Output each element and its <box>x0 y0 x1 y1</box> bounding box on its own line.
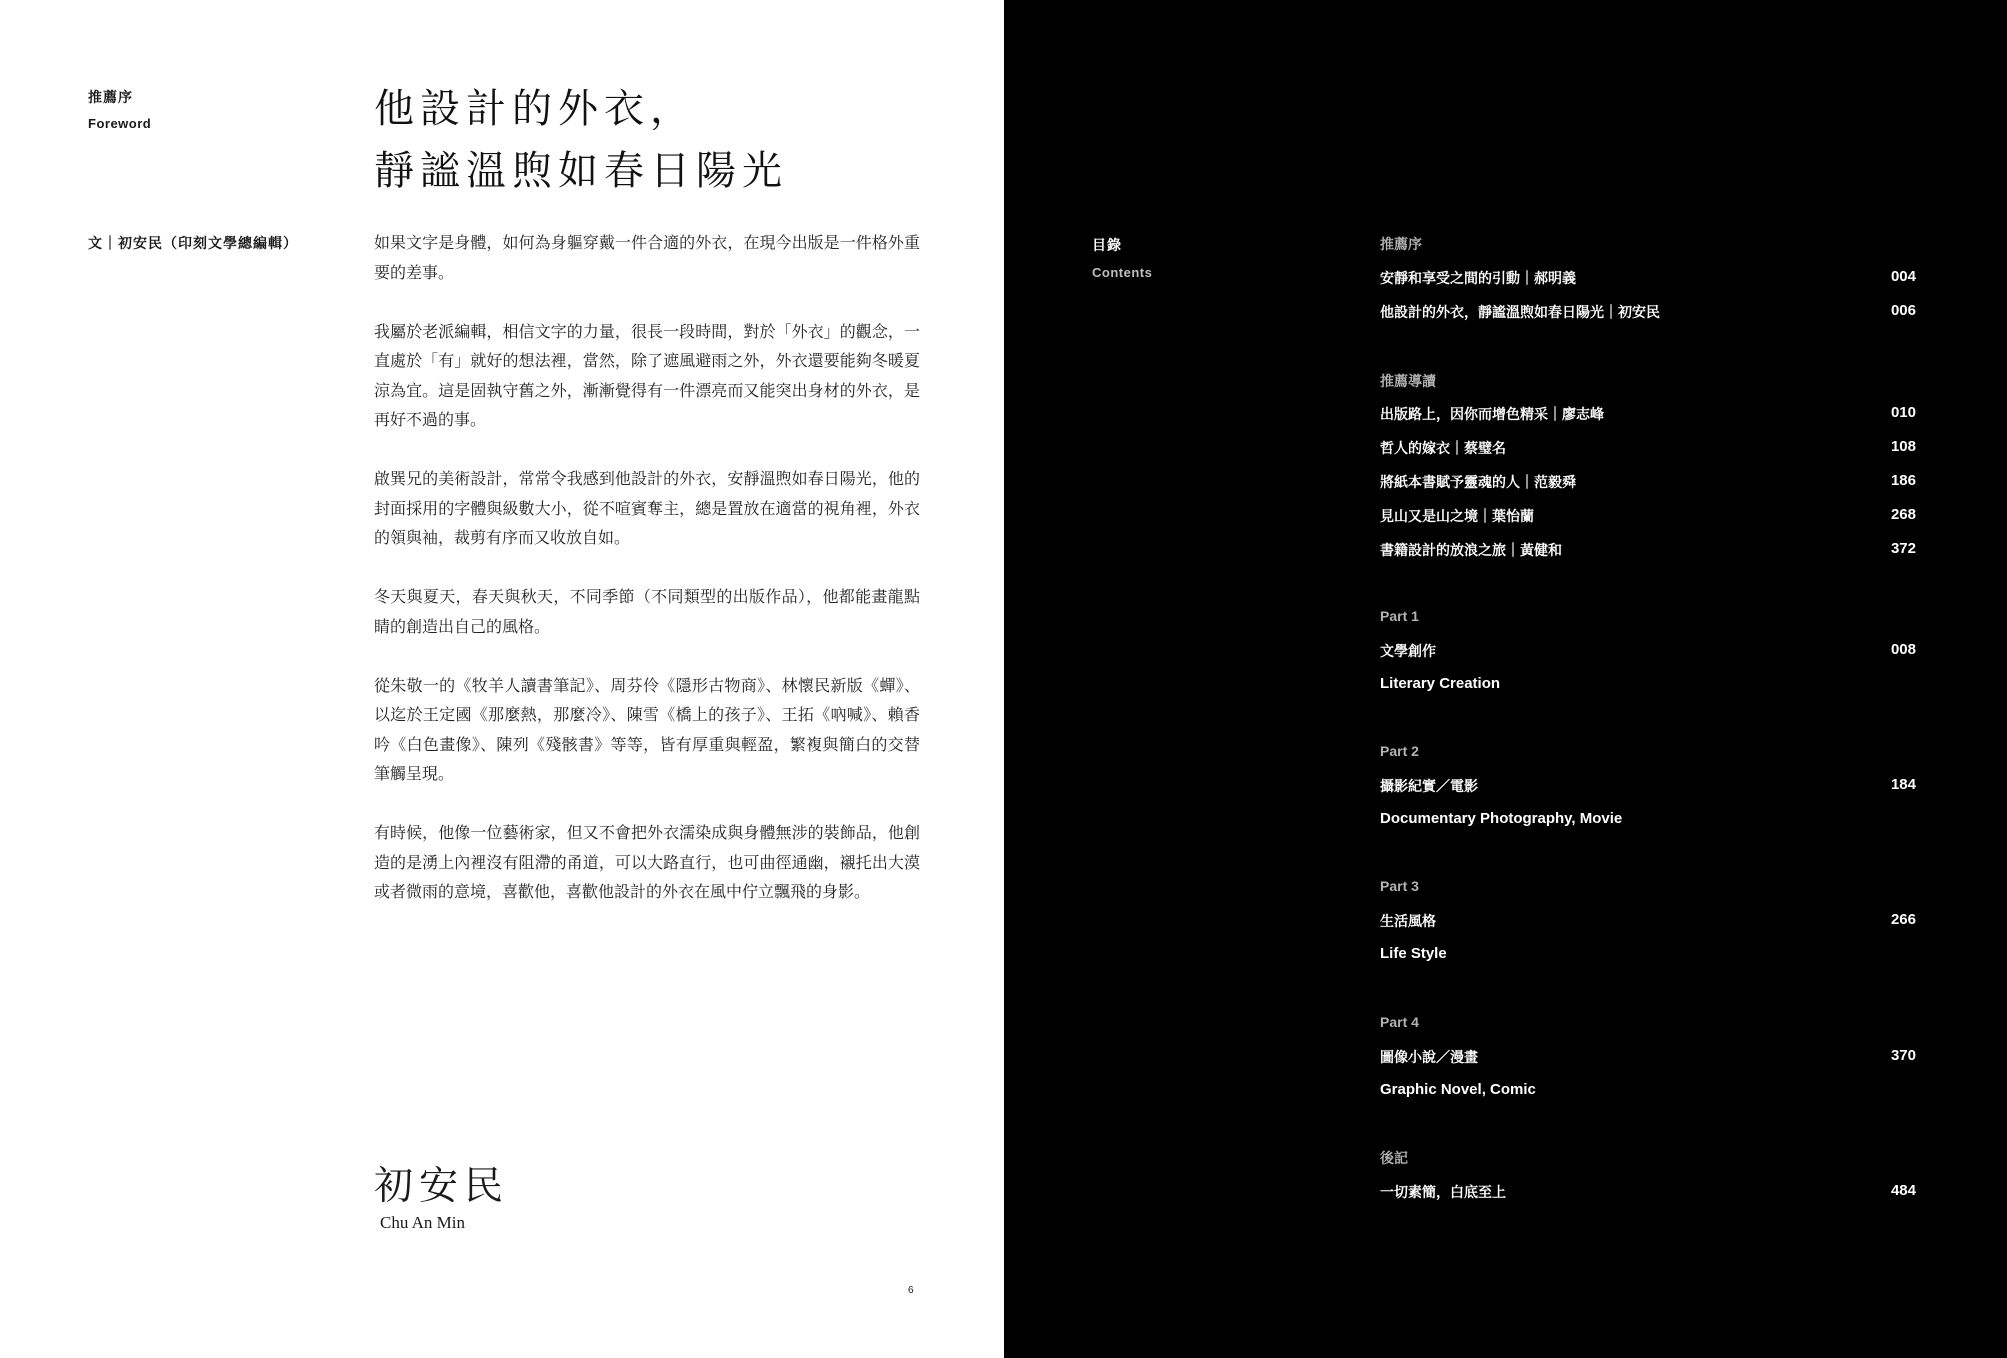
signature-name-en: Chu An Min <box>380 1213 466 1232</box>
toc-entry-page: 010 <box>1890 404 1916 421</box>
paragraph: 冬天與夏天，春天與秋天，不同季節（不同類型的出版作品），他都能畫龍點睛的創造出自己的風格。 <box>374 587 920 636</box>
contents-heading: 目錄 <box>1092 238 1122 254</box>
foreword-body <box>374 228 920 936</box>
title-line-2: 靜謐溫煦如春日陽光 <box>374 148 788 194</box>
toc-entry-en: Graphic Novel, Comic <box>1380 1081 1536 1098</box>
toc-entry-page: 372 <box>1890 540 1916 557</box>
paragraph: 如果文字是身體，如何為身軀穿戴一件合適的外衣，在現今出版是一件格外重要的差事。 <box>374 233 920 282</box>
toc-entry[interactable] <box>1380 472 1916 492</box>
paragraph: 啟巽兄的美術設計，常常令我感到他設計的外衣，安靜溫煦如春日陽光，他的封面採用的字體與級數大小，從不喧賓奪主，總是置放在適當的視角裡，外衣的領與袖，裁剪有序而又收放自如。 <box>374 469 920 547</box>
toc-entry[interactable] <box>1380 911 1916 931</box>
toc-entry-title: 文學創作 <box>1380 644 1436 660</box>
toc-entry-title: 圖像小說／漫畫 <box>1380 1050 1478 1066</box>
toc-entry-page: 006 <box>1890 302 1916 319</box>
toc-entry[interactable] <box>1380 1182 1916 1202</box>
author-byline: 文｜初安民（印刻文學總編輯） <box>88 236 298 252</box>
toc-entry[interactable] <box>1380 268 1916 288</box>
toc-entry-page: 184 <box>1890 776 1916 793</box>
page-number: 6 <box>908 1285 914 1296</box>
toc-entry[interactable] <box>1380 641 1916 661</box>
toc-entry-title: 出版路上，因你而增色精采｜廖志峰 <box>1380 407 1604 423</box>
page-title <box>374 78 934 202</box>
toc-entry-title: 他設計的外衣，靜謐溫煦如春日陽光｜初安民 <box>1380 305 1660 321</box>
toc-group-head: 推薦導讀 <box>1380 373 1436 389</box>
toc-part-head: Part 2 <box>1380 743 1419 759</box>
right-page <box>1004 0 2007 1358</box>
toc-entry-title: 攝影紀實／電影 <box>1380 779 1478 795</box>
paragraph: 有時候，他像一位藝術家，但又不會把外衣濡染成與身體無涉的裝飾品，他創造的是湧上內裡沒有阻滯的甬道，可以大路直行，也可曲徑通幽，襯托出大漠或者微雨的意境，喜歡他，喜歡他設計的外衣在風中佇立飄飛的身影。 <box>374 823 920 901</box>
toc-entry[interactable] <box>1380 540 1916 560</box>
toc-entry-page: 268 <box>1890 506 1916 523</box>
toc-entry-title: 一切素簡，白底至上 <box>1380 1185 1506 1201</box>
toc-entry-en: Documentary Photography, Movie <box>1380 810 1623 827</box>
paragraph: 從朱敬一的《牧羊人讀書筆記》、周芬伶《隱形古物商》、林懷民新版《蟬》、以迄於王定國《那麼熱，那麼冷》、陳雪《橋上的孩子》、王拓《吶喊》、賴香吟《白色畫像》、陳列《殘骸書》等等，皆有厚重與輕盈，繁複與簡白的交替筆觸呈現。 <box>374 675 920 783</box>
toc-entry-title: 哲人的嫁衣｜蔡璧名 <box>1380 441 1506 457</box>
toc-entry[interactable] <box>1380 302 1916 322</box>
toc-entry-title: 書籍設計的放浪之旅｜黃健和 <box>1380 543 1562 559</box>
toc-entry-title: 將紙本書賦予靈魂的人｜范毅舜 <box>1380 475 1576 491</box>
toc-group-head: 後記 <box>1380 1150 1408 1166</box>
toc-group-head: 推薦序 <box>1380 236 1422 252</box>
paragraph: 我屬於老派編輯，相信文字的力量，很長一段時間，對於「外衣」的觀念，一直處於「有」就好的想法裡，當然，除了遮風避雨之外，外衣還要能夠冬暖夏涼為宜。這是固執守舊之外，漸漸覺得有一件漂亮而又能突出身材的外衣，是再好不過的事。 <box>374 321 920 429</box>
title-line-1: 他設計的外衣， <box>374 86 696 132</box>
signature-name: 初安民 <box>374 1164 510 1209</box>
toc-entry-page: 484 <box>1890 1182 1916 1199</box>
toc-entry-page: 186 <box>1890 472 1916 489</box>
toc-part-head: Part 4 <box>1380 1014 1419 1030</box>
toc-entry-page: 004 <box>1890 268 1916 285</box>
section-label: 推薦序 <box>88 90 133 106</box>
contents-heading-en: Contents <box>1092 265 1153 280</box>
toc-entry-title: 生活風格 <box>1380 914 1436 930</box>
toc-entry-en: Life Style <box>1380 945 1447 962</box>
toc-entry[interactable] <box>1380 438 1916 458</box>
toc-part-head: Part 1 <box>1380 608 1419 624</box>
toc-entry[interactable] <box>1380 404 1916 424</box>
toc-entry[interactable] <box>1380 506 1916 526</box>
toc-entry-page: 008 <box>1890 641 1916 658</box>
toc-entry-page: 266 <box>1890 911 1916 928</box>
toc-entry-title: 安靜和享受之間的引動｜郝明義 <box>1380 271 1576 287</box>
toc-entry-page: 108 <box>1890 438 1916 455</box>
toc-entry-title: 見山又是山之境｜葉怡蘭 <box>1380 509 1534 525</box>
toc-entry-en: Literary Creation <box>1380 675 1501 692</box>
toc-entry[interactable] <box>1380 1047 1916 1067</box>
toc-part-head: Part 3 <box>1380 878 1419 894</box>
toc-entry-page: 370 <box>1890 1047 1916 1064</box>
section-label-en: Foreword <box>88 116 152 131</box>
toc-entry[interactable] <box>1380 776 1916 796</box>
